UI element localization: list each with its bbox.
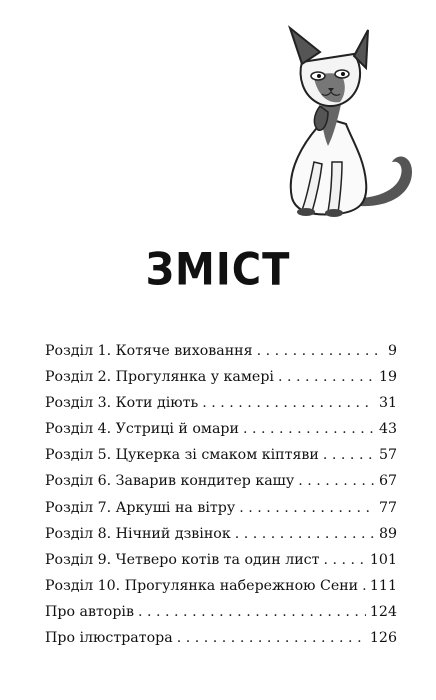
cat-illustration: [262, 22, 422, 222]
table-of-contents: [45, 338, 397, 651]
dot-leader: [323, 442, 375, 468]
toc-entry: [45, 416, 397, 442]
toc-entry-page: 124: [369, 603, 397, 620]
toc-entry: [45, 495, 397, 521]
toc-entry-label: Розділ 10. Прогулянка набережною Сени: [45, 577, 359, 594]
toc-entry-label: Розділ 3. Коти діють: [45, 395, 199, 412]
dot-leader: [278, 364, 375, 390]
dot-leader: [177, 625, 366, 651]
page-title: ЗМІСТ: [145, 244, 291, 296]
toc-entry-page: 67: [378, 473, 397, 490]
toc-entry: [45, 599, 397, 625]
toc-entry-label: Про ілюстратора: [45, 630, 173, 647]
cat-drawing-icon: [262, 22, 422, 222]
toc-entry-label: Розділ 7. Аркуші на вітру: [45, 499, 236, 516]
dot-leader: [257, 338, 384, 364]
toc-entry: [45, 468, 397, 494]
toc-entry: [45, 390, 397, 416]
dot-leader: [202, 390, 375, 416]
dot-leader: [243, 416, 375, 442]
dot-leader: [239, 495, 375, 521]
toc-entry: [45, 364, 397, 390]
toc-entry-page: 9: [387, 343, 397, 359]
toc-entry-label: Розділ 2. Прогулянка у камері: [45, 369, 274, 386]
toc-entry: [45, 573, 397, 599]
toc-entry-page: 77: [378, 499, 397, 516]
dot-leader: [323, 547, 365, 573]
toc-entry: [45, 338, 397, 364]
toc-entry-label: Про авторів: [45, 603, 134, 620]
toc-entry-page: 101: [369, 551, 397, 568]
dot-leader: [298, 468, 375, 494]
toc-entry-label: Розділ 1. Котяче виховання: [45, 343, 253, 359]
toc-entry: [45, 521, 397, 547]
toc-entry: [45, 547, 397, 573]
toc-entry-page: 89: [378, 525, 397, 542]
toc-entry-page: 57: [378, 447, 397, 464]
toc-entry-label: Розділ 8. Нічний дзвінок: [45, 525, 231, 542]
toc-entry-page: 126: [369, 630, 397, 647]
toc-entry-page: 43: [378, 421, 397, 438]
toc-entry-label: Розділ 9. Четверо котів та один лист: [45, 551, 320, 568]
toc-entry-label: Розділ 5. Цукерка зі смаком кіптяви: [45, 447, 319, 464]
toc-entry: [45, 625, 397, 651]
toc-entry-page: 19: [378, 369, 397, 386]
toc-entry: [45, 442, 397, 468]
toc-entry-page: 111: [369, 577, 397, 594]
toc-entry-label: Розділ 4. Устриці й омари: [45, 421, 239, 438]
toc-entry-label: Розділ 6. Заварив кондитер кашу: [45, 473, 295, 490]
dot-leader: [235, 521, 375, 547]
dot-leader: [362, 573, 366, 599]
toc-entry-page: 31: [378, 395, 397, 412]
dot-leader: [138, 599, 366, 625]
